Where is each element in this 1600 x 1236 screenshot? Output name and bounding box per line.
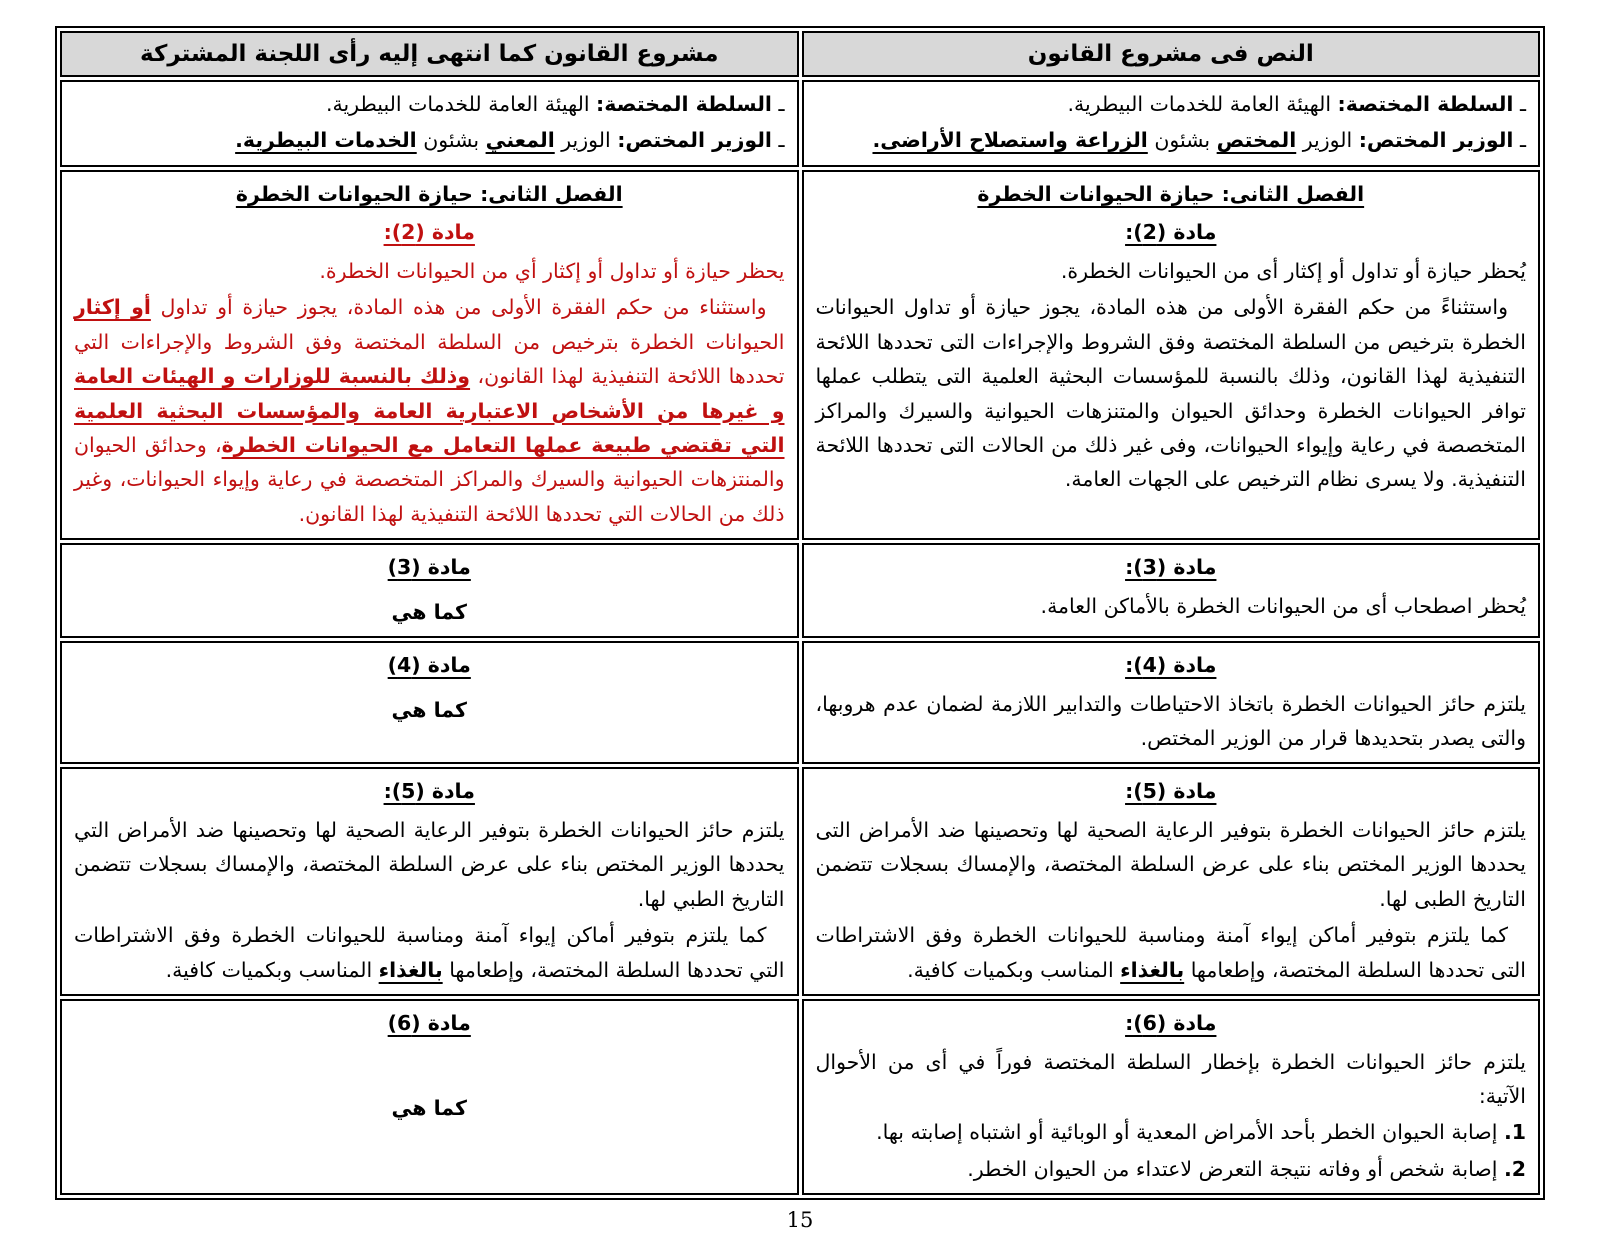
cell-left-article-3 bbox=[60, 543, 799, 638]
text-segment: كما هي bbox=[391, 1095, 467, 1120]
text-segment: مادة (3): bbox=[1125, 555, 1217, 580]
text-segment: مادة (5): bbox=[1125, 779, 1217, 804]
cell-right-article-2 bbox=[802, 170, 1541, 540]
paragraph bbox=[816, 87, 1527, 121]
table-header bbox=[60, 31, 1540, 77]
paragraph bbox=[816, 254, 1527, 288]
article-heading bbox=[816, 550, 1527, 584]
table-row-article-6 bbox=[60, 999, 1540, 1195]
cell-left-article-4 bbox=[60, 641, 799, 764]
text-segment: الحيوانات الخطرة بترخيص من السلطة المختصة وفق الشروط والإجراءات التي تحددها اللائحة التنفيذية لهذا القانون، bbox=[74, 329, 785, 389]
paragraph bbox=[74, 290, 785, 531]
article-heading bbox=[74, 774, 785, 808]
paragraph bbox=[816, 1115, 1527, 1149]
cell-right-definitions bbox=[802, 80, 1541, 167]
text-segment: يحظر حيازة أو تداول أو إكثار أي من الحيوانات الخطرة. bbox=[319, 258, 785, 283]
text-segment: ـ bbox=[1513, 92, 1526, 116]
paragraph bbox=[74, 813, 785, 916]
text-segment: وذلك بالنسبة للوزارات و الهيئات العامة و غيرها من الأشخاص الاعتبارية العامة والمؤسسات البحثية العلمية التي تقتضي طبيعة عملها التعامل مع الحيوانات الخطرة bbox=[74, 364, 785, 457]
text-segment: يلتزم حائز الحيوانات الخطرة بتوفير الرعاية الصحية لها وتحصينها ضد الأمراض التى يحددها الوزير المختص بناء على عرض السلطة المختصة، والإمساك بسجلات تتضمن التاريخ الطبى لها. bbox=[815, 817, 1526, 911]
paragraph bbox=[74, 595, 785, 629]
text-segment: واستثناء من حكم الفقرة الأولى من هذه المادة، يجوز حيازة أو تداول bbox=[150, 295, 767, 320]
text-segment: مادة (2): bbox=[1125, 220, 1217, 245]
article-heading bbox=[816, 774, 1527, 808]
header-cell-committee-version: مشروع القانون كما انتهى إليه رأى اللجنة المشتركة bbox=[60, 31, 799, 77]
text-segment: كما يلتزم بتوفير أماكن إيواء آمنة ومناسبة للحيوانات الخطرة وفق الاشتراطات التى تحددها السلطة المختصة، وإطعامها bbox=[815, 923, 1526, 982]
paragraph bbox=[74, 87, 785, 121]
paragraph bbox=[74, 918, 785, 987]
text-segment: السلطة المختصة: bbox=[596, 92, 772, 116]
text-segment: بالغذاء bbox=[378, 957, 443, 982]
paragraph bbox=[74, 123, 785, 157]
text-segment: الفصل الثانى: حيازة الحيوانات الخطرة bbox=[235, 181, 623, 206]
text-segment: ـ bbox=[771, 92, 785, 116]
article-heading bbox=[74, 648, 785, 682]
paragraph bbox=[816, 589, 1527, 623]
text-segment: بشئون bbox=[1147, 128, 1217, 153]
cell-right-article-4 bbox=[802, 641, 1541, 764]
text-segment: 1. bbox=[1503, 1120, 1526, 1145]
text-segment: إصابة الحيوان الخطر بأحد الأمراض المعدية أو الوبائية أو اشتباه إصابته بها. bbox=[876, 1120, 1504, 1145]
cell-right-article-3 bbox=[802, 543, 1541, 638]
text-segment: كما يلتزم بتوفير أماكن إيواء آمنة ومناسبة للحيوانات الخطرة وفق الاشتراطات التي تحددها السلطة المختصة، وإطعامها bbox=[74, 923, 785, 982]
text-segment: كما هي bbox=[391, 599, 467, 624]
header-row bbox=[60, 31, 1540, 77]
paragraph bbox=[816, 918, 1527, 987]
table-row-article-2 bbox=[60, 170, 1540, 540]
text-segment: الهيئة العامة للخدمات البيطرية. bbox=[325, 92, 597, 116]
text-segment: واستثناءً من حكم الفقرة الأولى من هذه المادة، يجوز حيازة أو تداول الحيوانات الخطرة بترخيص من السلطة المختصة وفق الشروط والإجراءات التى تحددها اللائحة التنفيذية لهذا القانون، وذلك بالنسبة للمؤسسات البحثية العلمية التى يتطلب عملها توافر الحيوانات الخطرة وحدائق الحيوان والمتنزهات الحيوانية والسيرك والمراكز المتخصصة في رعاية وإيواء الحيوانات، وفى غير ذلك من الحالات التى تحددها اللائحة التنفيذية. ولا يسرى نظام الترخيص على الجهات العامة. bbox=[815, 295, 1526, 492]
text-segment: الوزير bbox=[1296, 128, 1359, 153]
text-segment: يُحظر اصطحاب أى من الحيوانات الخطرة بالأماكن العامة. bbox=[1040, 593, 1526, 618]
text-segment: الوزير المختص: bbox=[617, 128, 772, 153]
paragraph bbox=[74, 1091, 785, 1125]
article-heading bbox=[74, 1006, 785, 1040]
text-segment: الوزير bbox=[554, 128, 618, 153]
table-body bbox=[60, 80, 1540, 1195]
paragraph bbox=[816, 1045, 1527, 1114]
text-segment: المناسب وبكميات كافية. bbox=[165, 957, 379, 982]
text-segment: المناسب وبكميات كافية. bbox=[907, 957, 1121, 982]
text-segment: المختص bbox=[1216, 128, 1297, 153]
article-heading bbox=[74, 215, 785, 249]
header-cell-original-text: النص فى مشروع القانون bbox=[802, 31, 1541, 77]
page-number: 15 bbox=[786, 1208, 814, 1233]
text-segment: مادة (5): bbox=[383, 779, 475, 804]
paragraph bbox=[74, 693, 785, 727]
text-segment: السلطة المختصة: bbox=[1337, 92, 1514, 116]
paragraph bbox=[816, 290, 1527, 497]
text-segment: الوزير المختص: bbox=[1358, 128, 1514, 153]
text-segment: 2. bbox=[1503, 1156, 1526, 1181]
article-heading bbox=[816, 177, 1527, 211]
text-segment: إصابة شخص أو وفاته نتيجة التعرض لاعتداء من الحيوان الخطر. bbox=[967, 1156, 1504, 1181]
table-row-definitions bbox=[60, 80, 1540, 167]
cell-right-article-5 bbox=[802, 767, 1541, 996]
article-heading bbox=[816, 648, 1527, 682]
text-segment: يلتزم حائز الحيوانات الخطرة بتوفير الرعاية الصحية لها وتحصينها ضد الأمراض التي يحددها الوزير المختص بناء على عرض السلطة المختصة، والإمساك بسجلات تتضمن التاريخ الطبي لها. bbox=[74, 817, 785, 911]
text-segment: الفصل الثانى: حيازة الحيوانات الخطرة bbox=[977, 181, 1365, 206]
text-segment: مادة (6): bbox=[1125, 1011, 1217, 1036]
cell-left-article-2 bbox=[60, 170, 799, 540]
paragraph bbox=[74, 254, 785, 288]
paragraph bbox=[816, 123, 1527, 157]
paragraph bbox=[816, 1152, 1527, 1186]
table-row-article-5 bbox=[60, 767, 1540, 996]
text-segment: يلتزم حائز الحيوانات الخطرة بإخطار السلطة المختصة فوراً في أى من الأحوال الآتية: bbox=[815, 1049, 1526, 1108]
text-segment: بالغذاء bbox=[1120, 957, 1185, 982]
cell-left-definitions bbox=[60, 80, 799, 167]
law-comparison-table bbox=[55, 26, 1545, 1200]
text-segment: مادة (4) bbox=[387, 653, 471, 678]
text-segment: ، وحدائق الحيوان والمنتزهات الحيوانية والسيرك والمراكز المتخصصة في رعاية وإيواء الحيوانات، وغير ذلك من الحالات التي تحددها اللائحة التنفيذية لهذا القانون. bbox=[74, 432, 785, 526]
text-segment: يُحظر حيازة أو تداول أو إكثار أى من الحيوانات الخطرة. bbox=[1060, 258, 1526, 283]
text-segment: مادة (4): bbox=[1125, 653, 1217, 678]
text-segment: يلتزم حائز الحيوانات الخطرة باتخاذ الاحتياطات والتدابير اللازمة لضمان عدم هروبها، والتى يصدر بتحديدها قرار من الوزير المختص. bbox=[815, 691, 1526, 750]
table-row-article-4 bbox=[60, 641, 1540, 764]
cell-left-article-5 bbox=[60, 767, 799, 996]
table-row-article-3 bbox=[60, 543, 1540, 638]
text-segment: الهيئة العامة للخدمات البيطرية. bbox=[1067, 92, 1338, 116]
text-segment: كما هي bbox=[391, 697, 467, 722]
cell-right-article-6 bbox=[802, 999, 1541, 1195]
text-segment: الخدمات البيطرية. bbox=[235, 128, 417, 153]
text-segment: بشئون bbox=[416, 128, 486, 153]
text-segment: ـ bbox=[1513, 128, 1526, 153]
text-segment: أو إكثار bbox=[74, 295, 151, 320]
text-segment: المعني bbox=[485, 128, 555, 153]
cell-left-article-6 bbox=[60, 999, 799, 1195]
text-segment: ـ bbox=[771, 128, 785, 153]
article-heading bbox=[816, 1006, 1527, 1040]
text-segment: الزراعة واستصلاح الأراضى. bbox=[872, 128, 1148, 153]
text-segment: مادة (2): bbox=[383, 220, 475, 245]
text-segment: مادة (3) bbox=[387, 555, 471, 580]
article-heading bbox=[74, 177, 785, 211]
article-heading bbox=[74, 550, 785, 584]
text-segment: مادة (6) bbox=[387, 1011, 471, 1036]
paragraph bbox=[816, 813, 1527, 916]
paragraph bbox=[816, 687, 1527, 756]
article-heading bbox=[816, 215, 1527, 249]
